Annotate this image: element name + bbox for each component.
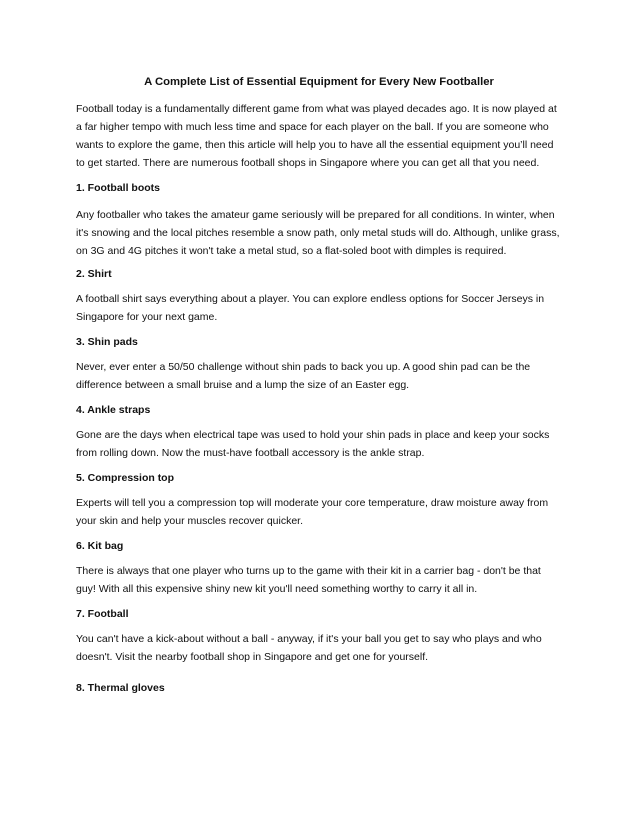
body-line: There is always that one player who turns up to the game with their kit in a carrier bag - don't be that [76,565,541,577]
section-heading-football: 7. Football [76,608,129,620]
section-body-shirt [76,290,566,326]
body-line: difference between a small bruise and a lump the size of an Easter egg. [76,379,410,391]
body-line: You can't have a kick-about without a ball - anyway, if it's your ball you get to say who plays and who [76,633,542,645]
body-line: it's snowing and the local pitches resemble a snow path, only metal studs will do. Although, unlike grass, [76,227,560,239]
section-body-ankle-straps [76,426,566,462]
section-heading-shin-pads: 3. Shin pads [76,336,138,348]
intro-paragraph [76,100,566,172]
section-heading-kit-bag: 6. Kit bag [76,540,124,552]
body-line: on 3G and 4G pitches it won't take a metal stud, so a flat-soled boot with dimples is required. [76,245,507,257]
body-line: Experts will tell you a compression top will moderate your core temperature, draw moisture away from [76,497,549,509]
section-body-shin-pads [76,358,566,394]
intro-line: to get started. There are numerous football shops in Singapore where you can get all that you need. [76,157,540,169]
intro-line: wants to explore the game, then this article will help you to have all the essential equipment you’ll need [76,139,554,151]
body-line: Never, ever enter a 50/50 challenge without shin pads to back you up. A good shin pad can be the [76,361,531,373]
section-body-football [76,630,566,666]
body-line: Any footballer who takes the amateur game seriously will be prepared for all conditions. In winter, when [76,209,555,221]
section-body-compression-top [76,494,566,530]
section-heading-shirt: 2. Shirt [76,268,112,280]
body-line: doesn't. Visit the nearby football shop in Singapore and get one for yourself. [76,651,429,663]
intro-line: a far higher tempo with much less time and space for each player on the ball. If you are someone who [76,121,549,133]
section-body-kit-bag [76,562,566,598]
section-heading-compression-top: 5. Compression top [76,472,175,484]
body-line: Singapore for your next game. [76,311,218,323]
section-heading-ankle-straps: 4. Ankle straps [76,404,151,416]
section-body-football-boots [76,206,566,260]
body-line: your skin and help your muscles recover quicker. [76,515,304,527]
body-line: from rolling down. Now the must-have football accessory is the ankle strap. [76,447,425,459]
intro-line: Football today is a fundamentally different game from what was played decades ago. It is now played at [76,103,557,115]
body-line: A football shirt says everything about a player. You can explore endless options for Soccer Jerseys in [76,293,545,305]
body-line: guy! With all this expensive shiny new kit you'll need something worthy to carry it all in. [76,583,478,595]
body-line: Gone are the days when electrical tape was used to hold your shin pads in place and keep your socks [76,429,550,441]
document-title: A Complete List of Essential Equipment for Every New Footballer [144,76,494,88]
section-heading-football-boots: 1. Football boots [76,182,160,194]
section-heading-thermal-gloves: 8. Thermal gloves [76,682,165,694]
